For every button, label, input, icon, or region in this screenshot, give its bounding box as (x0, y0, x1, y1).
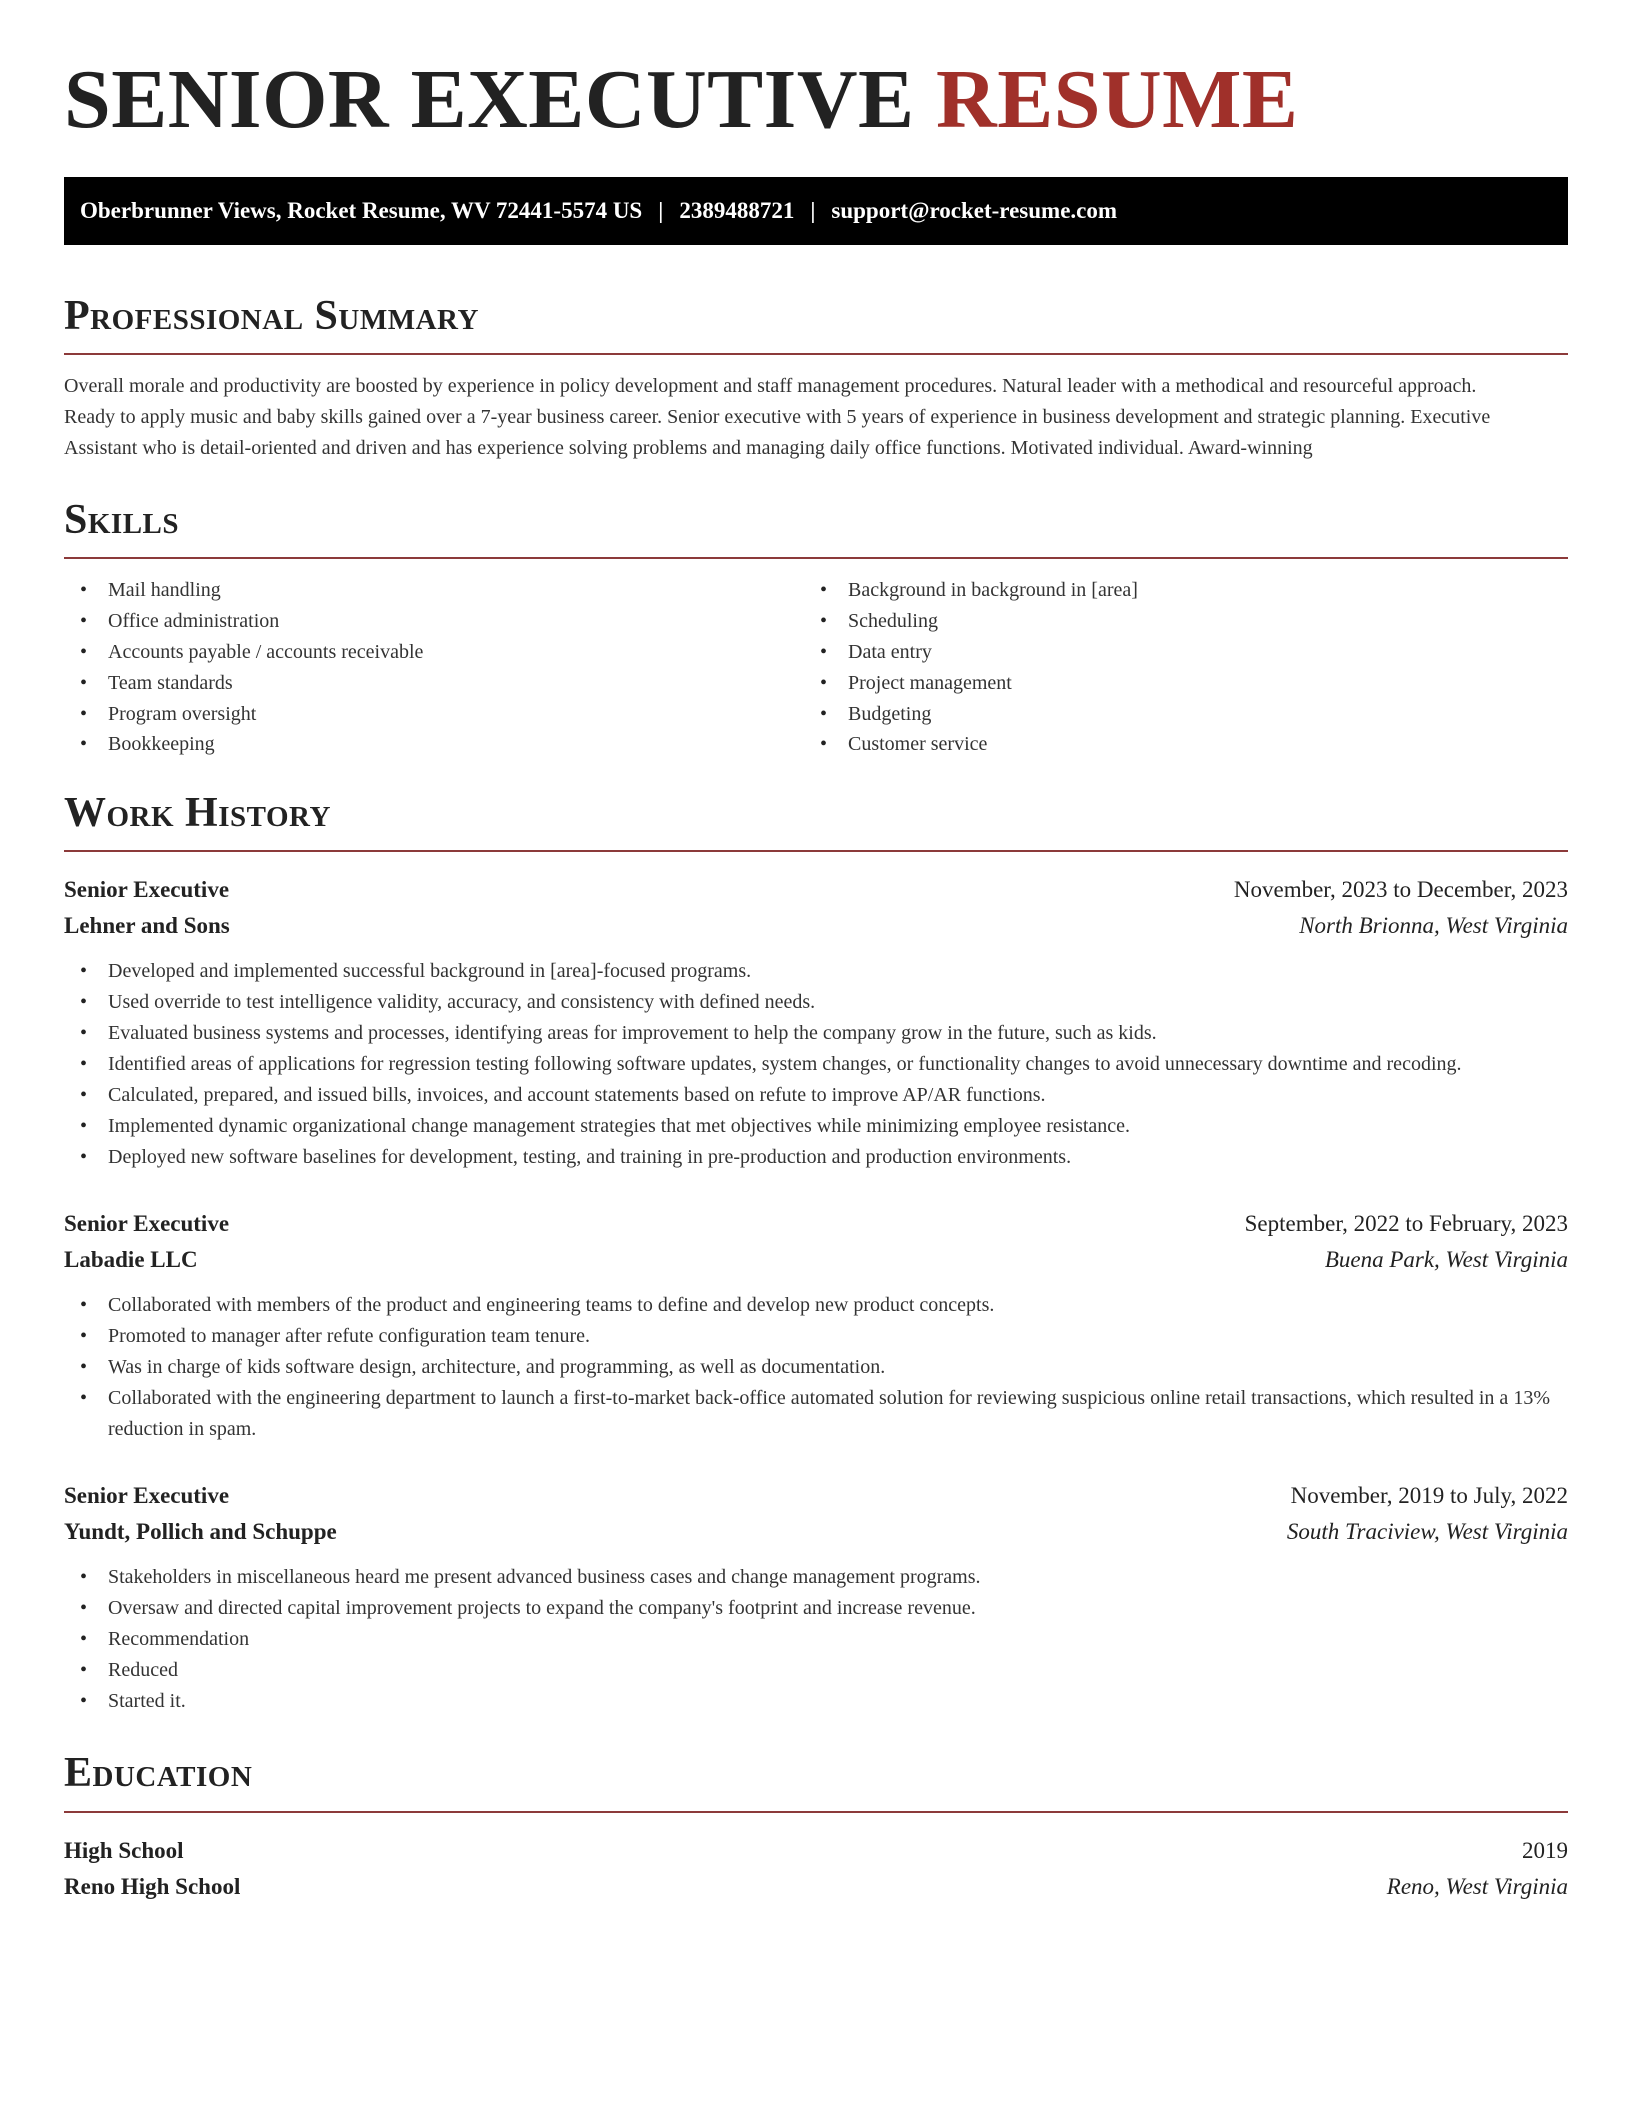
contact-separator: | (658, 198, 664, 223)
job-header-row (64, 1206, 1568, 1242)
job-bullet: • Was in charge of kids software design, architecture, and programming, as well as documentation. (64, 1352, 1568, 1383)
skill-item: • Accounts payable / accounts receivable (64, 637, 804, 668)
skills-grid (64, 575, 1568, 760)
job-location: North Brionna, West Virginia (1299, 913, 1568, 939)
job-bullet: • Evaluated business systems and processes, identifying areas for improvement to help the company grow in the future, such as kids. (64, 1018, 1568, 1049)
skill-item: • Background in background in [area] (804, 575, 1544, 606)
job-bullet: • Implemented dynamic organizational change management strategies that met objectives while minimizing employee resistance. (64, 1111, 1568, 1142)
job-bullet: • Used override to test intelligence validity, accuracy, and consistency with defined needs. (64, 987, 1568, 1018)
job-bullet: • Deployed new software baselines for development, testing, and training in pre-production and production environments. (64, 1142, 1568, 1173)
skills-heading: Skills (64, 497, 180, 544)
job-bullet: • Developed and implemented successful background in [area]-focused programs. (64, 956, 1568, 987)
job-company: Yundt, Pollich and Schuppe (64, 1519, 337, 1545)
skill-item: • Project management (804, 668, 1544, 699)
skill-item: • Office administration (64, 606, 804, 637)
education-degree: High School (64, 1837, 184, 1863)
job-title: Senior Executive (64, 1211, 230, 1237)
job-bullet: • Recommendation (64, 1624, 1568, 1655)
skill-item: • Data entry (804, 637, 1544, 668)
job-bullet: • Collaborated with members of the product and engineering teams to define and develop new product concepts. (64, 1290, 1568, 1321)
job-bullet: • Calculated, prepared, and issued bills, invoices, and account statements based on refute to improve AP/AR functions. (64, 1080, 1568, 1111)
contact-address: Oberbrunner Views, Rocket Resume, WV 72441-5574 US (80, 198, 643, 223)
job-header-row (64, 908, 1568, 944)
job-header-row (64, 1514, 1568, 1550)
skills-section (64, 497, 1568, 760)
job-dates: September, 2022 to February, 2023 (1244, 1211, 1568, 1237)
contact-separator: | (810, 198, 816, 223)
skill-item: • Team standards (64, 668, 804, 699)
job-bullet: • Started it. (64, 1686, 1568, 1717)
job-title: Senior Executive (64, 1483, 230, 1509)
education-entry (64, 1833, 1568, 1905)
title-main: SENIOR EXECUTIVE (64, 53, 915, 146)
education-school: Reno High School (64, 1873, 241, 1899)
job-bullets (64, 1562, 1568, 1717)
job-header-row (64, 872, 1568, 908)
contact-phone[interactable]: 2389488721 (679, 198, 795, 223)
job-location: Buena Park, West Virginia (1324, 1247, 1568, 1273)
job-bullet: • Identified areas of applications for regression testing following software updates, system changes, or functionality changes to avoid unnecessary downtime and recoding. (64, 1049, 1568, 1080)
job-entry (64, 872, 1568, 1173)
job-bullet: • Promoted to manager after refute configuration team tenure. (64, 1321, 1568, 1352)
summary-heading: Professional Summary (64, 293, 479, 339)
education-row (64, 1833, 1568, 1869)
skill-item: • Budgeting (804, 699, 1544, 730)
education-year: 2019 (1522, 1837, 1568, 1863)
work-history-heading: Work History (64, 790, 331, 837)
job-entry (64, 1206, 1568, 1445)
job-entry (64, 1478, 1568, 1717)
skills-list-right (804, 575, 1544, 760)
job-dates: November, 2019 to July, 2022 (1290, 1483, 1568, 1509)
job-bullet: • Stakeholders in miscellaneous heard me present advanced business cases and change management programs. (64, 1562, 1568, 1593)
job-dates: November, 2023 to December, 2023 (1233, 877, 1568, 903)
work-history-section (64, 790, 1568, 1717)
skill-item: • Customer service (804, 729, 1544, 760)
job-title: Senior Executive (64, 877, 230, 903)
job-bullet: • Oversaw and directed capital improvement projects to expand the company's footprint and increase revenue. (64, 1593, 1568, 1624)
title-accent: RESUME (936, 53, 1299, 146)
jobs-list (64, 872, 1568, 1717)
job-bullets (64, 956, 1568, 1173)
education-section (64, 1750, 1568, 1904)
resume-title (64, 0, 1568, 146)
section-divider (64, 1811, 1568, 1813)
contact-bar (64, 177, 1568, 245)
summary-section (64, 293, 1568, 464)
education-row (64, 1869, 1568, 1905)
skill-item: • Bookkeeping (64, 729, 804, 760)
job-bullet: • Collaborated with the engineering department to launch a first-to-market back-office automated solution for reviewing suspicious online retail transactions, which resulted in a 13% reduction in spam. (64, 1383, 1568, 1445)
section-divider (64, 850, 1568, 852)
skill-item: • Scheduling (804, 606, 1544, 637)
section-divider (64, 353, 1568, 355)
summary-text: Overall morale and productivity are boosted by experience in policy development and staff management procedures. Natural leader with a methodical and resourceful approach. Ready to apply music and baby skills gained over a 7-year business career. Senior executive with 5 years of experience in business development and strategic planning. Executive Assistant who is detail-oriented and driven and has experience solving problems and managing daily office functions. Motivated individual. Award-winning (64, 375, 1491, 460)
education-heading: Education (64, 1750, 253, 1797)
job-company: Lehner and Sons (64, 913, 230, 939)
job-company: Labadie LLC (64, 1247, 198, 1273)
job-header-row (64, 1242, 1568, 1278)
education-location: Reno, West Virginia (1386, 1873, 1568, 1899)
skill-item: • Program oversight (64, 699, 804, 730)
job-bullets (64, 1290, 1568, 1445)
section-divider (64, 557, 1568, 559)
skills-list-left (64, 575, 804, 760)
job-location: South Traciview, West Virginia (1286, 1519, 1568, 1545)
skill-item: • Mail handling (64, 575, 804, 606)
contact-email[interactable]: support@rocket-resume.com (831, 198, 1118, 223)
job-bullet: • Reduced (64, 1655, 1568, 1686)
job-header-row (64, 1478, 1568, 1514)
